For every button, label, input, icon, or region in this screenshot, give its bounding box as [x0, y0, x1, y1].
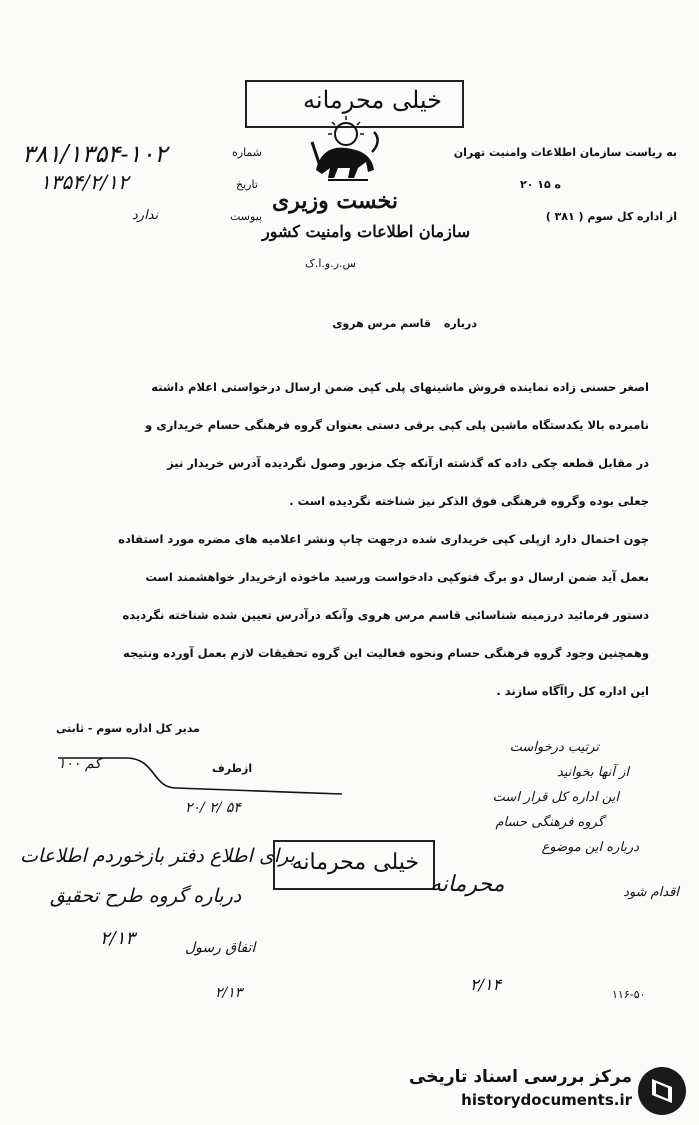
handwritten-note-line: درباره این موضوع: [541, 840, 639, 855]
date-value: ۱۳۵۴/۲/۱۲: [40, 170, 129, 194]
classification-stamp-bottom-text: خیلی محرمانه: [291, 850, 419, 875]
ministry-name: نخست وزیری: [272, 188, 398, 214]
handwritten-note-line: اقدام شود: [623, 885, 679, 900]
handwritten-note-line: گروه فرهنگی حسام: [495, 815, 604, 830]
body-line: این اداره کل راآگاه سازند .: [496, 684, 649, 698]
subject: قاسم مرس هروی: [332, 317, 431, 330]
body-line: بعمل آید ضمن ارسال دو برگ فتوکپی دادخواست ورسید ماخوذه ازخریدار خواهشمند است: [145, 570, 649, 584]
archive-title: مرکز بررسی اسناد تاریخی: [409, 1067, 632, 1087]
handwritten-note-line: از آنها بخوانید: [556, 765, 629, 780]
handwritten-date-center: ۲/۱۳: [215, 985, 243, 1001]
subject-label: درباره: [443, 317, 477, 330]
handwritten-name: اتفاق رسول: [185, 940, 256, 956]
signature-stroke: [56, 748, 346, 798]
document-code: ۱۱۶-۵۰: [612, 988, 646, 1001]
attachment-value: ندارد: [132, 208, 159, 223]
body-line: وهمچنین وجود گروه فرهنگی حسام ونحوه فعالیت این گروه تحقیقات لازم بعمل آورده ونتیجه: [123, 646, 649, 660]
body-line: دستور فرمائید درزمینه شناسائی قاسم مرس هروی وآنکه درآدرس تعیین شده شناخته نگردیده: [122, 608, 649, 622]
handwritten-note-line: ترتیب درخواست: [509, 740, 599, 755]
body-line: نامبرده بالا یکدستگاه ماشین پلی کپی برقی دستی بعنوان گروه فرهنگی حسام خریداری و: [145, 418, 649, 432]
handwritten-note-line: این اداره کل قرار است: [492, 790, 619, 805]
body-line: چون احتمال دارد ازپلی کپی خریداری شده درجهت چاپ ونشر اعلامیه های مضره مورد استفاده: [118, 532, 649, 546]
attachment-label: پیوست: [230, 210, 263, 223]
classification-stamp-text: خیلی محرمانه: [303, 86, 442, 114]
archive-logo-icon: [638, 1067, 686, 1115]
recipient: به ریاست سازمان اطلاعات وامنیت تهران: [453, 146, 677, 159]
number-value: ۳۸۱/۱۳۵۴-۱۰۲: [22, 140, 168, 168]
signatory-title: مدیر کل اداره سوم - ثابتی: [56, 722, 200, 735]
handwritten-note-left: درباره گروه طرح تحقیق: [50, 885, 242, 907]
organization-name: سازمان اطلاعات وامنیت کشور: [262, 222, 471, 241]
sender: از اداره کل سوم ( ۳۸۱ ): [545, 210, 677, 223]
signatory-initials: کم ۱۰۰: [58, 756, 101, 772]
unit-code: س.ر.و.ا.ک: [305, 257, 356, 270]
body-line: اصغر حسنی زاده نماینده فروش ماشینهای پلی کپی ضمن ارسال درخواستی اعلام داشته: [151, 380, 649, 394]
on-behalf-label: ازطرف: [212, 762, 253, 775]
date-label: تاریخ: [236, 178, 258, 191]
handwritten-signature: محرمانه: [430, 872, 505, 897]
recipient-code: ۲۰ ه ۱۵: [520, 178, 562, 191]
handwritten-note-left: برای اطلاع دفتر بازخوردم اطلاعات: [20, 845, 295, 867]
classification-stamp-bottom: [273, 840, 435, 890]
body-line: جعلی بوده وگروه فرهنگی فوق الذکر نیز شناخته نگردیده است .: [289, 494, 649, 508]
archive-url: historydocuments.ir: [461, 1091, 632, 1109]
signature-date: ۲۰/ ۲/ ۵۴: [185, 800, 241, 816]
handwritten-date-left: ۲/۱۳: [100, 928, 136, 949]
body-line: در مقابل قطعه چکی داده که گذشته ازآنکه چک مزبور وصول نگردیده آدرس خریدار نیز: [167, 456, 649, 470]
handwritten-date-right: ۲/۱۴: [470, 975, 502, 994]
lion-and-sun-emblem-icon: [302, 112, 386, 192]
number-label: شماره: [232, 146, 263, 159]
archive-watermark: [409, 1065, 690, 1117]
